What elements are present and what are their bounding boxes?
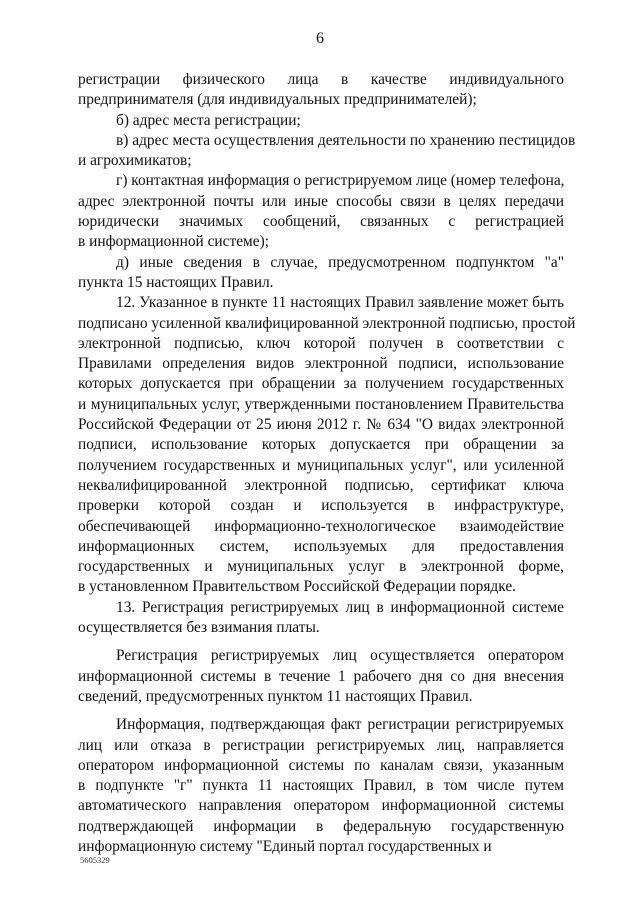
text-line: в) адрес места осуществления деятельности по хранению пестицидов	[116, 131, 576, 149]
paragraph	[78, 111, 564, 131]
text-line: информационных систем, используемых для предоставления	[78, 537, 564, 555]
text-line: информационной системы в течение 1 рабочего дня со дня внесения	[78, 667, 564, 685]
text-line: обеспечивающей информационно-технологическое взаимодействие	[78, 517, 564, 535]
paragraph	[78, 646, 564, 707]
text-line: юридически значимых сообщений, связанных с регистрацией	[78, 213, 564, 231]
text-line: 12. Указанное в пункте 11 настоящих Правил заявление может быть	[116, 294, 564, 312]
text-line: проверки которой создан и используется в инфраструктуре,	[78, 497, 564, 515]
text-line: Российской Федерации от 25 июня 2012 г. № 634 "О видах электронной	[78, 416, 564, 434]
document-code: 5605329	[80, 855, 110, 865]
text-line: Регистрация регистрируемых лиц осуществляется оператором	[116, 647, 564, 665]
text-line: 13. Регистрация регистрируемых лиц в информационной системе	[116, 598, 564, 616]
paragraph	[78, 253, 564, 294]
text-line: адрес электронной почты или иные способы связи в целях передачи	[78, 192, 564, 210]
paragraph	[78, 131, 576, 172]
text-line: в подпункте "г" пункта 11 настоящих Правил, в том числе путем	[78, 777, 564, 795]
text-line: подписи, использование которых допускается при обращении за	[78, 436, 564, 454]
paragraph	[78, 293, 576, 597]
text-line: б) адрес места регистрации;	[116, 111, 301, 129]
text-line: подписано усиленной квалифицированной электронной подписью, простой	[78, 314, 576, 332]
page-number: 6	[316, 30, 324, 47]
text-line: государственных и муниципальных услуг в электронной форме,	[78, 558, 564, 576]
text-line: г) контактная информация о регистрируемом лице (номер телефона,	[116, 172, 565, 190]
text-line: информационную систему "Единый портал государственных и	[78, 837, 492, 855]
text-line: в установленном Правительством Российской Федерации порядке.	[78, 578, 517, 596]
text-line: регистрации физического лица в качестве индивидуального	[78, 71, 564, 88]
text-line: Правилами определения видов электронной подписи, использование	[78, 355, 564, 373]
text-line: пункта 15 настоящих Правил.	[78, 273, 274, 291]
paragraph	[78, 598, 564, 639]
text-line: которых допускается при обращении за получением государственных	[78, 375, 564, 393]
paragraph	[78, 715, 564, 857]
paragraph	[78, 70, 564, 111]
text-line: оператором информационной системы по каналам связи, указанным	[78, 756, 564, 774]
text-line: осуществляется без взимания платы.	[78, 619, 320, 637]
paragraph	[78, 171, 564, 252]
text-line: д) иные сведения в случае, предусмотренном подпунктом "а"	[116, 253, 564, 271]
text-line: Информация, подтверждающая факт регистрации регистрируемых	[116, 716, 564, 734]
text-line: в информационной системе);	[78, 233, 270, 251]
document-body	[78, 70, 576, 857]
text-line: и агрохимикатов;	[78, 152, 192, 170]
text-line: электронной подписью, ключ которой получен в соответствии с	[78, 334, 564, 352]
text-line: и муниципальных услуг, утвержденными постановлением Правительства	[78, 395, 564, 413]
text-line: автоматического направления оператором информационной системы	[78, 797, 564, 815]
text-line: неквалифицированной электронной подписью, сертификат ключа	[78, 476, 564, 494]
text-line: предпринимателя (для индивидуальных предпринимателей);	[78, 91, 477, 109]
text-line: лиц или отказа в регистрации регистрируемых лиц, направляется	[78, 736, 564, 754]
text-line: подтверждающей информации в федеральную государственную	[78, 817, 564, 835]
text-line: сведений, предусмотренных пунктом 11 настоящих Правил.	[78, 687, 473, 705]
text-line: получением государственных и муниципальных услуг", или усиленной	[78, 456, 564, 474]
